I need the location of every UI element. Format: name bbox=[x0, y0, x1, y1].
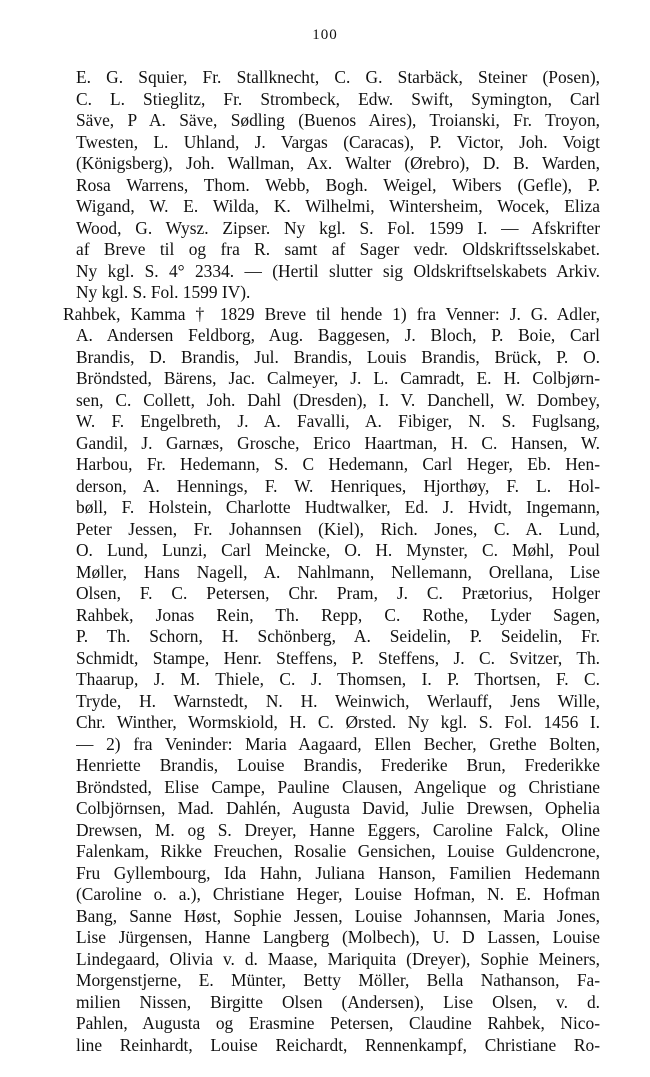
text-line: Rosa Warrens, Thom. Webb, Bogh. Weigel, Wibers (Gefle), P. bbox=[76, 174, 600, 195]
text-line: sen, C. Collett, Joh. Dahl (Dresden), I. V. Danchell, W. Dombey, bbox=[76, 389, 600, 410]
text-line: E. G. Squier, Fr. Stallknecht, C. G. Starbäck, Steiner (Posen), bbox=[76, 67, 600, 87]
text-line: derson, A. Hennings, F. W. Henriques, Hjorthøy, F. L. Hol- bbox=[76, 475, 600, 496]
text-line: Wigand, W. E. Wilda, K. Wilhelmi, Wintersheim, Wocek, Eliza bbox=[76, 196, 600, 216]
text-line: Säve, P A. Säve, Sødling (Buenos Aires), Troianski, Fr. Troyon, bbox=[76, 110, 600, 130]
text-line: Ny kgl. S. Fol. 1599 IV). bbox=[76, 282, 251, 302]
text-line: bøll, F. Holstein, Charlotte Hudtwalker, Ed. J. Hvidt, Ingemann, bbox=[76, 497, 600, 517]
text-line: P. Th. Schorn, H. Schönberg, A. Seidelin, P. Seidelin, Fr. bbox=[76, 626, 600, 646]
entry-heading-line: Rahbek, Kamma † 1829 Breve til hende 1) fra Venner: J. G. Adler, bbox=[63, 303, 600, 324]
text-line: Fru Gyllembourg, Ida Hahn, Juliana Hanson, Familien Hedemann bbox=[76, 862, 600, 883]
text-line: Pahlen, Augusta og Erasmine Petersen, Claudine Rahbek, Nico- bbox=[76, 1013, 600, 1033]
text-line: Rahbek, Jonas Rein, Th. Repp, C. Rothe, Lyder Sagen, bbox=[76, 604, 600, 625]
text-line: Drewsen, M. og S. Dreyer, Hanne Eggers, Caroline Falck, Oline bbox=[76, 819, 600, 840]
text-line: Wood, G. Wysz. Zipser. Ny kgl. S. Fol. 1599 I. — Afskrifter bbox=[76, 217, 600, 238]
text-line: Twesten, L. Uhland, J. Vargas (Caracas), P. Victor, Joh. Voigt bbox=[76, 131, 600, 152]
body-text bbox=[63, 67, 600, 1056]
text-line: Møller, Hans Nagell, A. Nahlmann, Nellemann, Orellana, Lise bbox=[76, 561, 600, 582]
text-line: Chr. Winther, Wormskiold, H. C. Ørsted. Ny kgl. S. Fol. 1456 I. bbox=[76, 712, 600, 732]
text-line: W. F. Engelbreth, J. A. Favalli, A. Fibiger, N. S. Fuglsang, bbox=[76, 411, 600, 431]
page-number: 100 bbox=[312, 27, 338, 43]
text-line: milien Nissen, Birgitte Olsen (Andersen), Lise Olsen, v. d. bbox=[76, 991, 600, 1012]
text-line: Bröndsted, Bärens, Jac. Calmeyer, J. L. Camradt, E. H. Colbjørn- bbox=[76, 368, 600, 388]
text-line: Schmidt, Stampe, Henr. Steffens, P. Steffens, J. C. Svitzer, Th. bbox=[76, 647, 600, 668]
text-line: (Caroline o. a.), Christiane Heger, Louise Hofman, N. E. Hofman bbox=[76, 884, 600, 904]
text-line: af Breve til og fra R. samt af Sager vedr. Oldskriftsselskabet. bbox=[76, 239, 600, 259]
text-line: Thaarup, J. M. Thiele, C. J. Thomsen, I. P. Thortsen, F. C. bbox=[76, 669, 600, 689]
text-line: Henriette Brandis, Louise Brandis, Frederike Brun, Frederikke bbox=[76, 755, 600, 775]
text-line: — 2) fra Veninder: Maria Aagaard, Ellen Becher, Grethe Bolten, bbox=[76, 733, 600, 754]
text-line: Brandis, D. Brandis, Jul. Brandis, Louis Brandis, Brück, P. O. bbox=[76, 346, 600, 367]
text-line: C. L. Stieglitz, Fr. Strombeck, Edw. Swift, Symington, Carl bbox=[76, 88, 600, 109]
text-line: Bröndsted, Elise Campe, Pauline Clausen, Angelique og Christiane bbox=[76, 776, 600, 797]
text-line: Gandil, J. Garnæs, Grosche, Erico Haartman, H. C. Hansen, W. bbox=[76, 432, 600, 453]
text-line: A. Andersen Feldborg, Aug. Baggesen, J. Bloch, P. Boie, Carl bbox=[76, 325, 600, 345]
text-line: Ny kgl. S. 4° 2334. — (Hertil slutter sig Oldskriftselskabets Arkiv. bbox=[76, 260, 600, 281]
text-line: Lindegaard, Olivia v. d. Maase, Mariquita (Dreyer), Sophie Meiners, bbox=[76, 948, 600, 969]
text-line: Harbou, Fr. Hedemann, S. C Hedemann, Carl Heger, Eb. Hen- bbox=[76, 454, 600, 474]
text-line: Morgenstjerne, E. Münter, Betty Möller, Bella Nathanson, Fa- bbox=[76, 970, 600, 990]
text-line: Olsen, F. C. Petersen, Chr. Pram, J. C. Prætorius, Holger bbox=[76, 583, 600, 603]
text-line: line Reinhardt, Louise Reichardt, Rennenkampf, Christiane Ro- bbox=[76, 1034, 600, 1055]
text-line: Falenkam, Rikke Freuchen, Rosalie Gensichen, Louise Guldencrone, bbox=[76, 841, 600, 861]
text-line: (Königsberg), Joh. Wallman, Ax. Walter (Ørebro), D. B. Warden, bbox=[76, 153, 600, 173]
text-line: Colbjörnsen, Mad. Dahlén, Augusta David, Julie Drewsen, Ophelia bbox=[76, 798, 600, 818]
text-line: O. Lund, Lunzi, Carl Meincke, O. H. Mynster, C. Møhl, Poul bbox=[76, 540, 600, 560]
text-line: Tryde, H. Warnstedt, N. H. Weinwich, Werlauff, Jens Wille, bbox=[76, 690, 600, 711]
text-line: Bang, Sanne Høst, Sophie Jessen, Louise Johannsen, Maria Jones, bbox=[76, 905, 600, 926]
text-line: Peter Jessen, Fr. Johannsen (Kiel), Rich. Jones, C. A. Lund, bbox=[76, 518, 600, 539]
text-line: Lise Jürgensen, Hanne Langberg (Molbech), U. D Lassen, Louise bbox=[76, 927, 600, 947]
